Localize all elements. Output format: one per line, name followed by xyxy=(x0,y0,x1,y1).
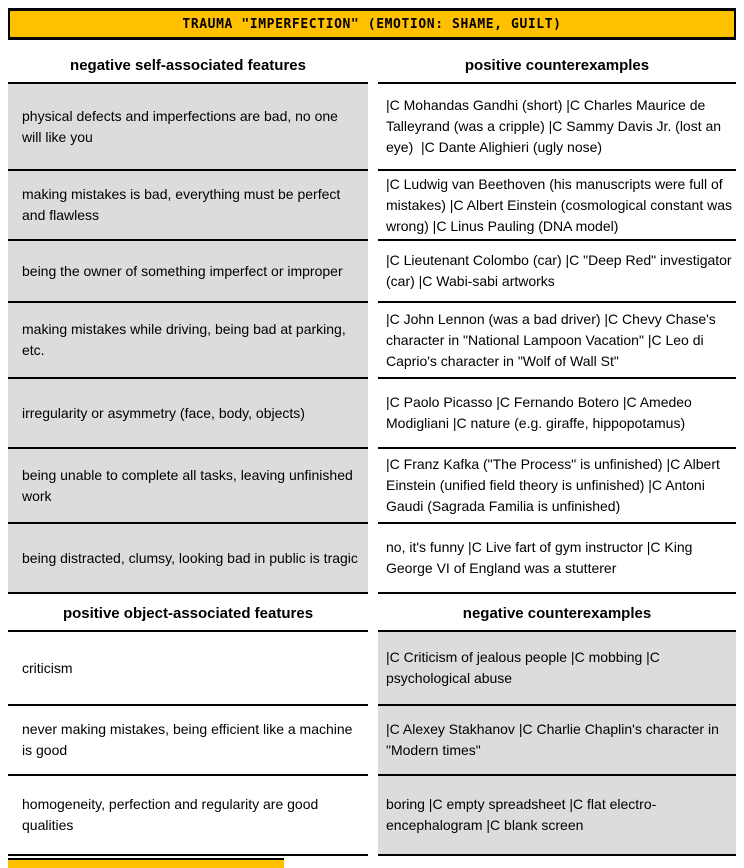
section-1-column-headers xyxy=(8,52,736,84)
table-row xyxy=(8,379,736,449)
counterexample-cell: |C John Lennon (was a bad driver) |C Chevy Chase's character in "National Lampoon Vacation" |C Leo di Caprio's character in "Wolf of Wall St" xyxy=(378,303,736,379)
table-row xyxy=(8,524,736,594)
next-table-header-partial xyxy=(8,858,284,868)
table-row xyxy=(8,776,736,856)
counterexample-cell: |C Paolo Picasso |C Fernando Botero |C Amedeo Modigliani |C nature (e.g. giraffe, hippopotamus) xyxy=(378,379,736,449)
column-header-positive-counterexamples: positive counterexamples xyxy=(378,52,736,84)
table-row xyxy=(8,303,736,379)
feature-cell: making mistakes while driving, being bad at parking, etc. xyxy=(8,303,368,379)
section-negative-self-features xyxy=(8,52,736,594)
column-header-positive-object-features: positive object-associated features xyxy=(8,594,368,632)
feature-cell: physical defects and imperfections are bad, no one will like you xyxy=(8,84,368,171)
section-positive-object-features xyxy=(8,594,736,856)
counterexample-cell: |C Lieutenant Colombo (car) |C "Deep Red" investigator (car) |C Wabi-sabi artworks xyxy=(378,241,736,303)
feature-cell: being distracted, clumsy, looking bad in public is tragic xyxy=(8,524,368,594)
table-title-bar xyxy=(8,8,736,40)
counterexample-cell: |C Franz Kafka ("The Process" is unfinished) |C Albert Einstein (unified field theory is unfinished) |C Antoni Gaudi (Sagrada Familia is unfinished) xyxy=(378,449,736,524)
counterexample-cell: no, it's funny |C Live fart of gym instructor |C King George VI of England was a stutterer xyxy=(378,524,736,594)
feature-cell: irregularity or asymmetry (face, body, objects) xyxy=(8,379,368,449)
table-row xyxy=(8,632,736,706)
feature-cell: never making mistakes, being efficient like a machine is good xyxy=(8,706,368,776)
feature-cell: being the owner of something imperfect or improper xyxy=(8,241,368,303)
table-row xyxy=(8,706,736,776)
counterexample-cell: |C Ludwig van Beethoven (his manuscripts were full of mistakes) |C Albert Einstein (cosmological constant was wrong) |C Linus Pauling (DNA model) xyxy=(378,171,736,241)
counterexample-cell: boring |C empty spreadsheet |C flat electro-encephalogram |C blank screen xyxy=(378,776,736,856)
column-header-negative-self-features: negative self-associated features xyxy=(8,52,368,84)
table-title: TRAUMA "IMPERFECTION" (EMOTION: SHAME, GUILT) xyxy=(182,16,562,32)
section-2-column-headers xyxy=(8,594,736,632)
table-row xyxy=(8,171,736,241)
table-row xyxy=(8,84,736,171)
feature-cell: making mistakes is bad, everything must be perfect and flawless xyxy=(8,171,368,241)
feature-cell: criticism xyxy=(8,632,368,706)
feature-cell: homogeneity, perfection and regularity are good qualities xyxy=(8,776,368,856)
feature-cell: being unable to complete all tasks, leaving unfinished work xyxy=(8,449,368,524)
table-row xyxy=(8,449,736,524)
counterexample-cell: |C Criticism of jealous people |C mobbing |C psychological abuse xyxy=(378,632,736,706)
counterexample-cell: |C Alexey Stakhanov |C Charlie Chaplin's character in "Modern times" xyxy=(378,706,736,776)
counterexample-cell: |C Mohandas Gandhi (short) |C Charles Maurice de Talleyrand (was a cripple) |C Sammy Davis Jr. (lost an eye) |C Dante Alighieri (ugly nose) xyxy=(378,84,736,171)
table-row xyxy=(8,241,736,303)
column-header-negative-counterexamples: negative counterexamples xyxy=(378,594,736,632)
